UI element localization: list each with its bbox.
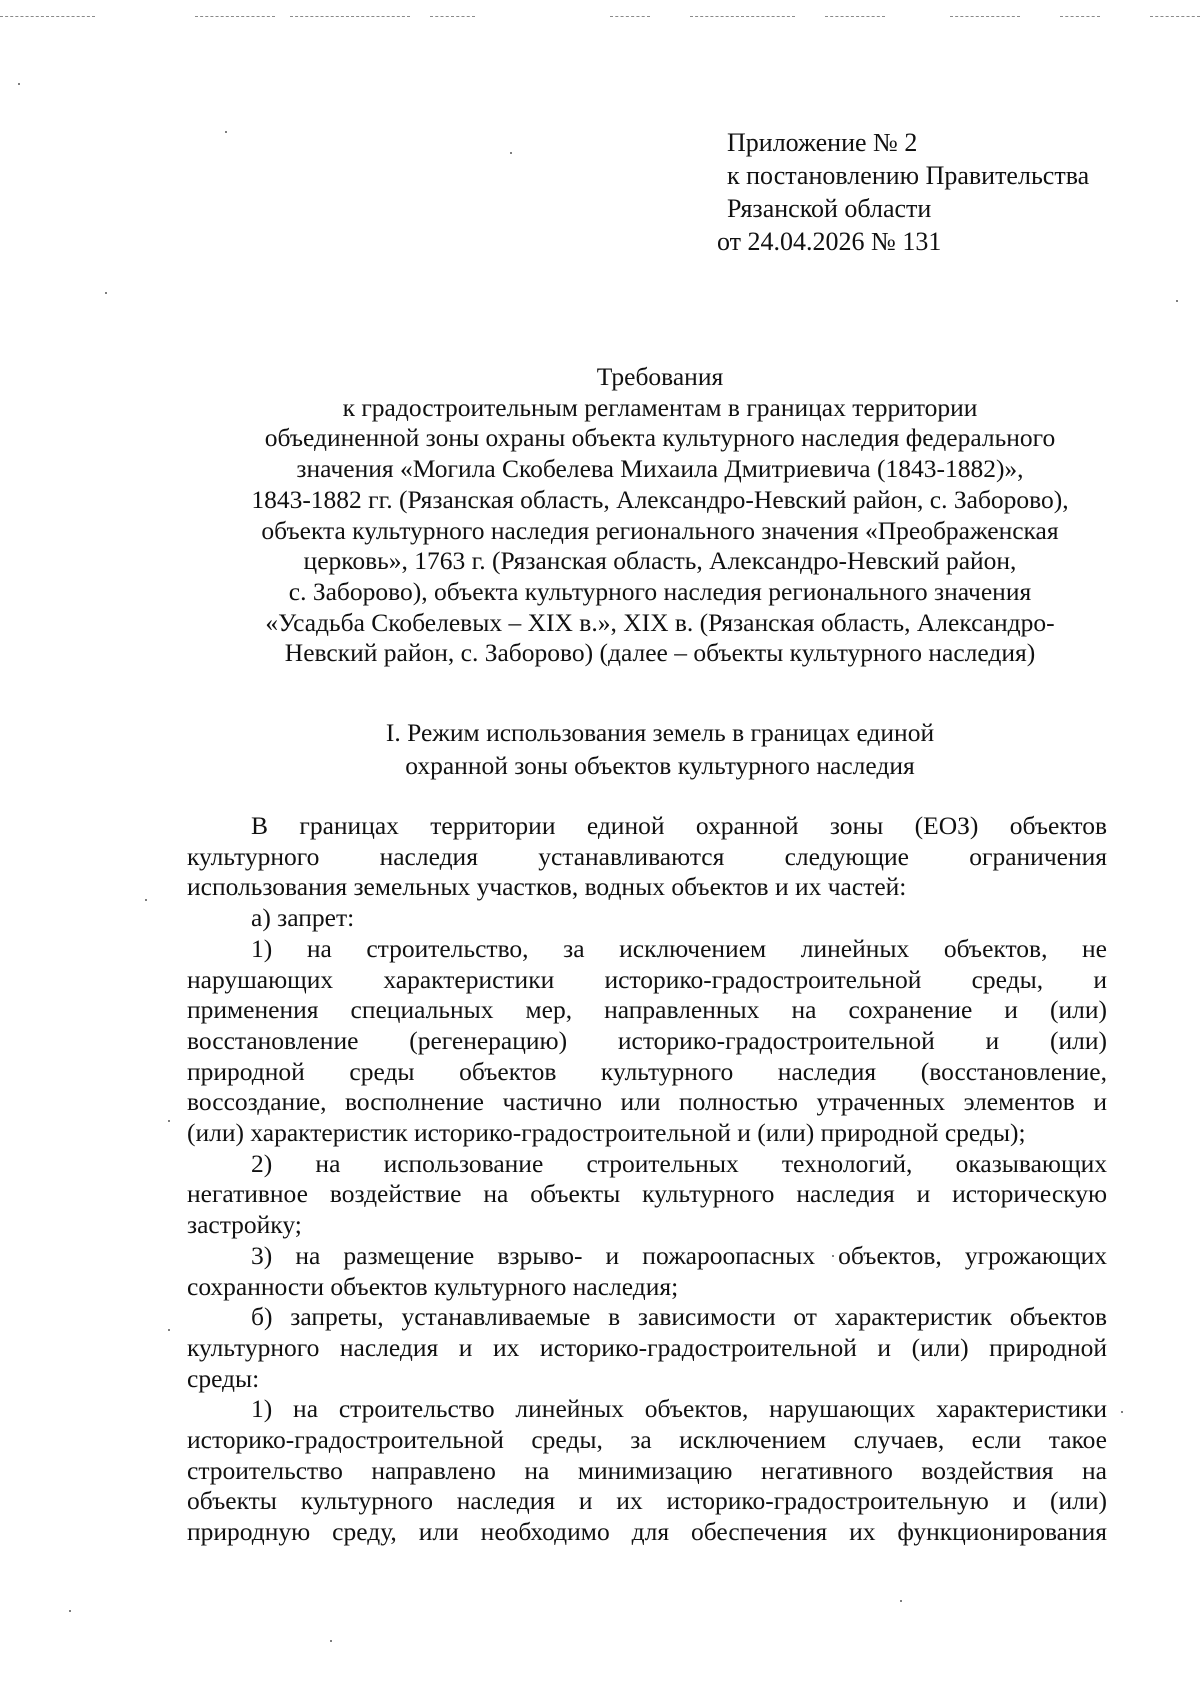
title-line: Невский район, с. Заборово) (далее – объекты культурного наследия) (284, 638, 1036, 668)
paragraph-line: природную среду, или необходимо для обеспечения их функционирования (187, 1517, 1107, 1547)
scan-speck (168, 1120, 170, 1122)
scan-speck (900, 1600, 902, 1602)
paragraph-line: негативное воздействие на объекты культурного наследия и историческую (187, 1179, 1107, 1209)
paragraph-line: историко-градостроительной среды, за исключением случаев, если такое (187, 1425, 1107, 1455)
section-heading-line: охранной зоны объектов культурного наследия (405, 751, 915, 780)
paragraph-line: В границах территории единой охранной зоны (ЕОЗ) объектов (251, 811, 1107, 840)
section-heading (110, 716, 1200, 782)
paragraph-line: культурного наследия устанавливаются следующие ограничения (187, 841, 1107, 871)
paragraph-line: восстановление (регенерацию) историко-градостроительной и (или) (187, 1025, 1107, 1055)
appendix-date-line: от 24.04.2026 № 131 (717, 227, 942, 256)
paragraph-line: использования земельных участков, водных объектов и их частей: (187, 872, 907, 902)
paragraph-line: строительство направлено на минимизацию негативного воздействия на (187, 1455, 1107, 1485)
body-text (187, 811, 1107, 1548)
title-line: церковь», 1763 г. (Рязанская область, Александро-Невский район, (303, 546, 1017, 576)
paragraph-line: нарушающих характеристики историко-градостроительной среды, и (187, 964, 1107, 994)
scan-speck (1121, 1411, 1123, 1413)
scan-speck (168, 1329, 170, 1331)
scan-speck (1176, 300, 1178, 302)
document-title (110, 362, 1200, 669)
scan-speck (225, 131, 227, 133)
scan-border-marks (0, 16, 1200, 18)
appendix-number: Приложение № 2 (727, 128, 918, 157)
scan-speck (18, 83, 20, 85)
paragraph-line: объекты культурного наследия и их историко-градостроительную и (или) (187, 1486, 1107, 1516)
paragraph-line: применения специальных мер, направленных на сохранение и (или) (187, 995, 1107, 1025)
appendix-decree-line: к постановлению Правительства (727, 161, 1090, 190)
paragraph-line: а) запрет: (251, 903, 355, 933)
appendix-region-line: Рязанской области (727, 194, 932, 223)
paragraph-line: 2) на использование строительных технологий, оказывающих (251, 1148, 1107, 1178)
scan-speck (330, 1640, 332, 1642)
title-heading: Требования (596, 362, 724, 391)
section-heading-line: I. Режим использования земель в границах единой (385, 718, 935, 747)
scan-speck (105, 292, 107, 294)
appendix-reference (717, 126, 1090, 258)
paragraph-line: среды: (187, 1363, 260, 1393)
paragraph-line: 3) на размещение взрыво- и пожароопасных объектов, угрожающих (251, 1240, 1107, 1270)
paragraph-line: культурного наследия и их историко-градостроительной и (или) природной (187, 1332, 1107, 1362)
title-line: с. Заборово), объекта культурного наследия регионального значения (288, 576, 1032, 606)
scan-speck (510, 152, 512, 154)
paragraph-line: воссоздание, восполнение частично или полностью утраченных элементов и (187, 1087, 1107, 1117)
paragraph-line: б) запреты, устанавливаемые в зависимости от характеристик объектов (251, 1302, 1107, 1332)
title-line: объекта культурного наследия регионального значения «Преображенская (261, 515, 1059, 545)
paragraph-line: (или) характеристик историко-градостроительной и (или) природной среды); (187, 1118, 1026, 1148)
title-line: к градостроительным регламентам в границах территории (342, 392, 978, 422)
title-line: объединенной зоны охраны объекта культурного наследия федерального (264, 423, 1056, 453)
paragraph-line: застройку; (187, 1210, 302, 1240)
paragraph-line: 1) на строительство, за исключением линейных объектов, не (251, 933, 1107, 963)
scan-speck (69, 1610, 71, 1612)
paragraph-line: природной среды объектов культурного наследия (восстановление, (187, 1056, 1107, 1086)
paragraph-line: 1) на строительство линейных объектов, нарушающих характеристики (251, 1394, 1107, 1424)
title-line: значения «Могила Скобелева Михаила Дмитриевича (1843-1882)», (296, 454, 1024, 484)
paragraph-line: сохранности объектов культурного наследия; (187, 1271, 679, 1301)
title-line: 1843-1882 гг. (Рязанская область, Александро-Невский район, с. Заборово), (251, 484, 1069, 514)
scan-speck (145, 899, 147, 901)
title-line: «Усадьба Скобелевых – XIX в.», XIX в. (Рязанская область, Александро- (265, 607, 1055, 637)
